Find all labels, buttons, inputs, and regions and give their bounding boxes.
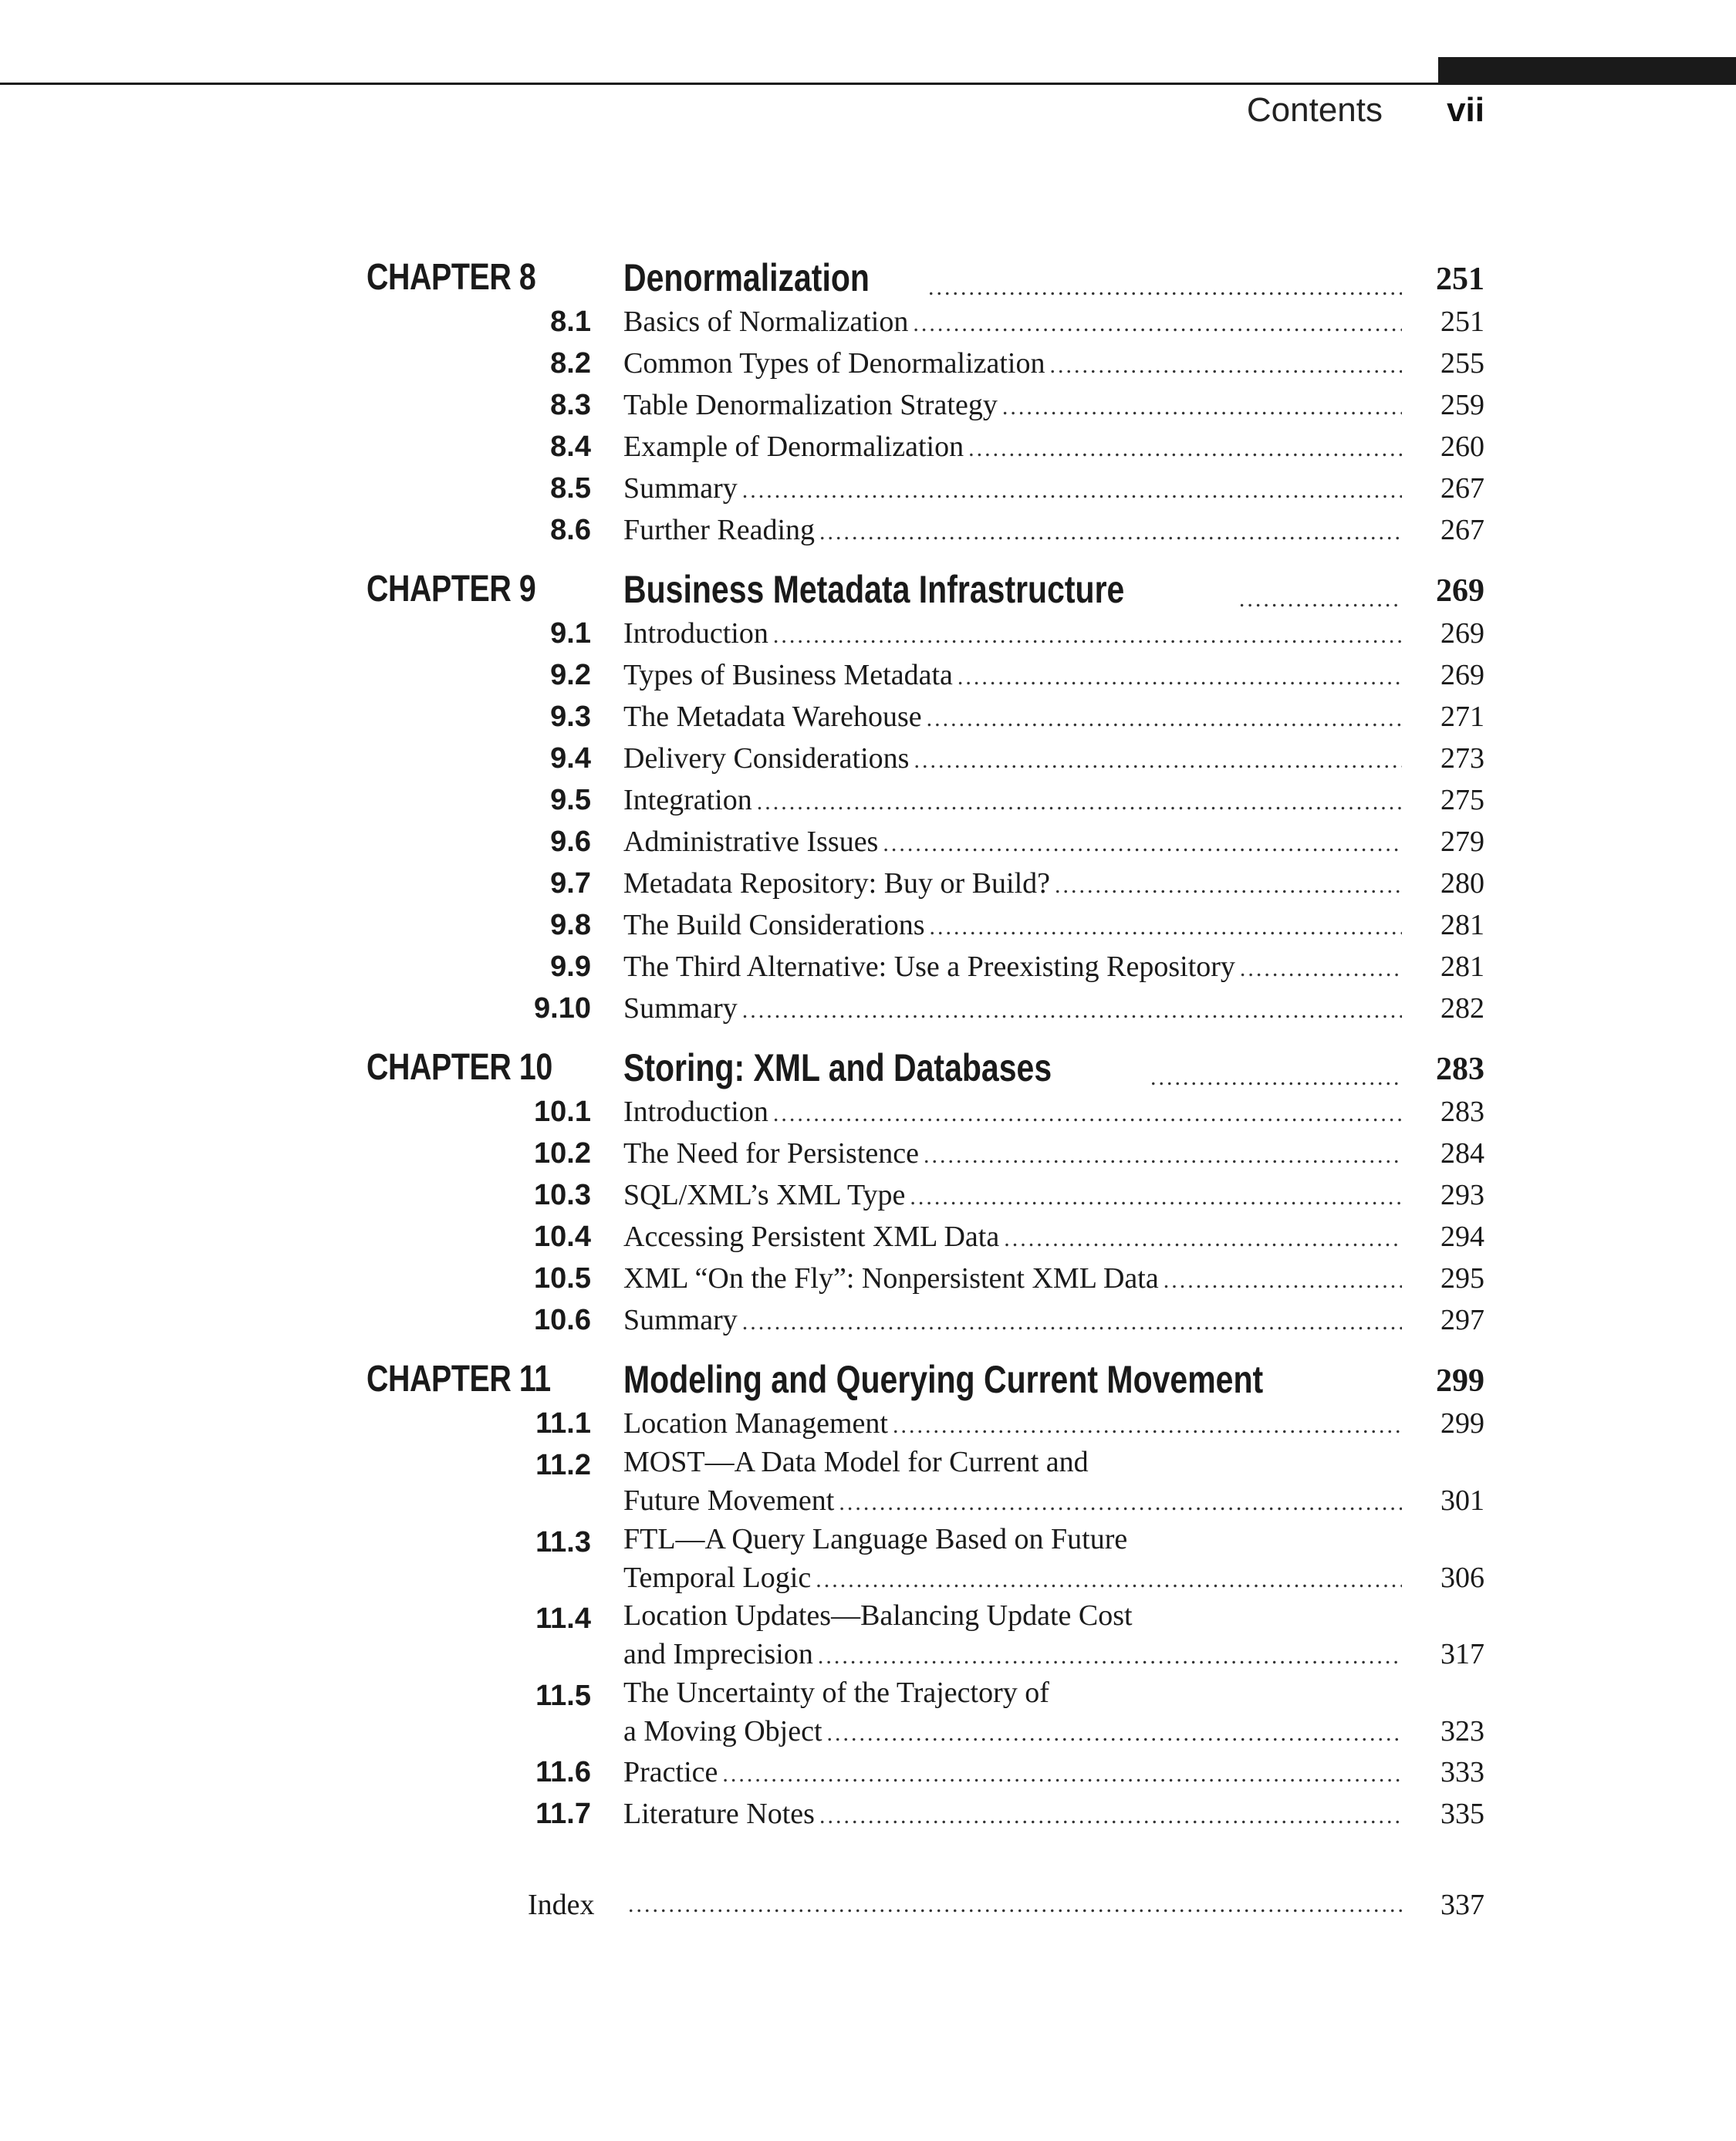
- dot-leader: [914, 740, 1402, 782]
- section-title: Temporal Logic: [623, 1561, 812, 1594]
- dot-leader: [819, 512, 1402, 553]
- dot-leader: [1150, 1065, 1402, 1091]
- section-title-line: [623, 343, 1407, 384]
- section-page-number: 271: [1440, 701, 1484, 733]
- chapter-title: Modeling and Querying Current Movement: [623, 1358, 1264, 1401]
- section-title: The Metadata Warehouse: [623, 701, 922, 733]
- section-title-line: [623, 468, 1407, 509]
- section-number: 10.4: [534, 1221, 591, 1253]
- toc-entry[interactable]: [0, 863, 1736, 904]
- toc-entry[interactable]: [0, 301, 1736, 343]
- section-title-line: [623, 904, 1407, 946]
- section-title: Table Denormalization Strategy: [623, 389, 998, 421]
- dot-leader: [818, 1636, 1402, 1677]
- section-title-line: [623, 1216, 1407, 1258]
- page-folio: vii: [1447, 91, 1484, 129]
- table-of-contents: [0, 255, 1736, 1926]
- dot-leader: [927, 698, 1402, 740]
- section-title: Literature Notes: [623, 1798, 815, 1830]
- toc-entry[interactable]: [0, 613, 1736, 654]
- chapter-heading-row[interactable]: [0, 566, 1736, 613]
- section-number: 11.6: [535, 1756, 591, 1788]
- section-number: 9.3: [550, 701, 591, 733]
- section-page-number: 294: [1440, 1221, 1484, 1253]
- section-number: 10.5: [534, 1262, 591, 1295]
- toc-entry[interactable]: [0, 696, 1736, 738]
- section-title: Types of Business Metadata: [623, 659, 953, 691]
- section-page-number: 281: [1440, 951, 1484, 983]
- dot-leader: [958, 657, 1402, 698]
- toc-entry[interactable]: [0, 343, 1736, 384]
- section-title: The Build Considerations: [623, 909, 925, 941]
- dot-leader: [883, 823, 1402, 865]
- section-page-number: 279: [1440, 826, 1484, 858]
- toc-entry[interactable]: [0, 1174, 1736, 1216]
- dot-leader: [1240, 948, 1402, 990]
- dot-leader: [827, 1713, 1402, 1754]
- chapter-title: Storing: XML and Databases: [623, 1046, 1052, 1089]
- section-page-number: 295: [1440, 1262, 1484, 1295]
- section-title-line: [623, 696, 1407, 738]
- section-number: 8.1: [550, 306, 591, 338]
- chapter-spacer: [0, 1341, 1736, 1356]
- section-title: Introduction: [623, 1096, 768, 1128]
- section-page-number: 284: [1440, 1137, 1484, 1170]
- section-number: 11.4: [535, 1602, 591, 1635]
- section-title-line: [623, 1403, 1407, 1444]
- section-page-number: 281: [1440, 909, 1484, 941]
- section-number: 8.3: [550, 389, 591, 421]
- section-page-number: 269: [1440, 617, 1484, 650]
- section-number: 9.1: [550, 617, 591, 650]
- section-page-number: 335: [1440, 1798, 1484, 1830]
- section-page-number: 306: [1440, 1561, 1484, 1594]
- dot-leader: [1050, 345, 1403, 387]
- toc-entry[interactable]: [0, 821, 1736, 863]
- toc-entry[interactable]: [0, 468, 1736, 509]
- section-title-first-line: FTL—A Query Language Based on Future: [623, 1522, 1128, 1555]
- section-title-line: [623, 613, 1407, 654]
- dot-leader: [742, 470, 1402, 512]
- dot-leader: [1002, 387, 1402, 428]
- section-title: Example of Denormalization: [623, 431, 964, 463]
- section-page-number: 255: [1440, 347, 1484, 380]
- chapter-page-number: 269: [1436, 573, 1484, 609]
- section-title: and Imprecision: [623, 1638, 813, 1670]
- dot-leader: [968, 428, 1402, 470]
- index-label: Index: [528, 1889, 595, 1921]
- chapter-page-number: 251: [1436, 262, 1484, 297]
- section-title: Summary: [623, 992, 738, 1025]
- chapter-label: CHAPTER 8: [366, 257, 536, 298]
- chapter-title-line: [623, 255, 1407, 301]
- section-number: 9.10: [534, 992, 591, 1025]
- chapter-label: CHAPTER 10: [366, 1047, 552, 1088]
- section-title-line: [623, 863, 1407, 904]
- chapter-title-line: [623, 566, 1407, 613]
- section-title-line: [623, 1091, 1407, 1133]
- section-page-number: 297: [1440, 1304, 1484, 1336]
- section-page-number: 275: [1440, 784, 1484, 816]
- section-title-line: [623, 1633, 1407, 1675]
- section-number: 11.5: [535, 1679, 591, 1712]
- section-title-line: [623, 654, 1407, 696]
- section-title-line: [623, 946, 1407, 988]
- toc-entry[interactable]: [0, 779, 1736, 821]
- toc-entry[interactable]: [0, 1793, 1736, 1835]
- chapter-spacer: [0, 1835, 1736, 1850]
- dot-leader: [910, 1177, 1402, 1218]
- section-title: Introduction: [623, 617, 768, 650]
- section-title-line: [623, 426, 1407, 468]
- toc-entry[interactable]: [0, 654, 1736, 696]
- chapter-heading-row[interactable]: [0, 1045, 1736, 1091]
- section-number: 8.5: [550, 472, 591, 505]
- section-title: Basics of Normalization: [623, 306, 909, 338]
- section-title-line: [623, 1751, 1407, 1793]
- section-title-line: [623, 1133, 1407, 1174]
- section-page-number: 267: [1440, 514, 1484, 546]
- section-page-number: 269: [1440, 659, 1484, 691]
- toc-entry[interactable]: [0, 946, 1736, 988]
- section-page-number: 259: [1440, 389, 1484, 421]
- section-title-line: [623, 1793, 1407, 1835]
- section-page-number: 273: [1440, 742, 1484, 775]
- chapter-heading-row[interactable]: [0, 255, 1736, 301]
- section-number: 11.3: [535, 1525, 591, 1558]
- section-title-line: [623, 1480, 1407, 1521]
- toc-entry[interactable]: [0, 1403, 1736, 1444]
- dot-leader: [928, 275, 1402, 301]
- section-title-line: [623, 821, 1407, 863]
- toc-entry[interactable]: [0, 1133, 1736, 1174]
- toc-entry[interactable]: [0, 738, 1736, 779]
- section-title: Administrative Issues: [623, 826, 879, 858]
- section-title: Metadata Repository: Buy or Build?: [623, 867, 1051, 900]
- dot-leader: [924, 1135, 1402, 1177]
- section-number: 9.5: [550, 784, 591, 816]
- toc-entry[interactable]: [0, 426, 1736, 468]
- toc-entry[interactable]: [0, 1521, 1736, 1599]
- dot-leader: [1004, 1218, 1402, 1260]
- section-number: 8.6: [550, 514, 591, 546]
- toc-entry[interactable]: [0, 1751, 1736, 1793]
- toc-entry[interactable]: [0, 1258, 1736, 1299]
- chapter-spacer: [0, 1029, 1736, 1045]
- section-number: 10.6: [534, 1304, 591, 1336]
- section-title-line: [623, 738, 1407, 779]
- dot-leader: [628, 1884, 1402, 1926]
- section-title-first-line: Location Updates—Balancing Update Cost: [623, 1599, 1133, 1632]
- section-title-line: [623, 1557, 1407, 1599]
- chapter-title-line: [623, 1356, 1407, 1403]
- index-entry[interactable]: [0, 1884, 1736, 1926]
- dot-leader: [1164, 1260, 1402, 1302]
- section-number: 9.9: [550, 951, 591, 983]
- dot-leader: [913, 303, 1402, 345]
- section-title-first-line: MOST—A Data Model for Current and: [623, 1446, 1089, 1478]
- section-title: Further Reading: [623, 514, 816, 546]
- section-title: Summary: [623, 472, 738, 505]
- index-page-number: 337: [1440, 1889, 1484, 1921]
- section-page-number: 293: [1440, 1179, 1484, 1211]
- toc-entry[interactable]: [0, 988, 1736, 1029]
- section-page-number: 317: [1440, 1638, 1484, 1670]
- chapter-heading-row[interactable]: [0, 1356, 1736, 1403]
- chapter-label: CHAPTER 9: [366, 569, 536, 610]
- section-title: Location Management: [623, 1407, 888, 1440]
- section-title: Integration: [623, 784, 752, 816]
- running-title: Contents: [1246, 91, 1383, 129]
- toc-chapter: [0, 255, 1736, 551]
- chapter-label: CHAPTER 11: [366, 1359, 551, 1400]
- dot-leader: [1239, 586, 1402, 613]
- toc-entry[interactable]: [0, 904, 1736, 946]
- section-title: Practice: [623, 1756, 718, 1788]
- toc-entry[interactable]: [0, 384, 1736, 426]
- section-title-line: [623, 1299, 1407, 1341]
- toc-chapter: [0, 1045, 1736, 1341]
- chapter-spacer: [0, 551, 1736, 566]
- section-number: 9.6: [550, 826, 591, 858]
- section-title-line: [623, 509, 1407, 551]
- section-page-number: 280: [1440, 867, 1484, 900]
- chapter-page-number: 283: [1436, 1052, 1484, 1087]
- dot-leader: [1055, 865, 1402, 907]
- toc-entry[interactable]: [0, 1091, 1736, 1133]
- section-number: 11.7: [535, 1798, 591, 1830]
- section-title-line: [623, 988, 1407, 1029]
- dot-leader: [930, 907, 1402, 948]
- section-title: Common Types of Denormalization: [623, 347, 1045, 380]
- toc-chapter: [0, 1356, 1736, 1835]
- section-title-line: [623, 1174, 1407, 1216]
- section-number: 11.1: [535, 1407, 591, 1440]
- section-title: Delivery Considerations: [623, 742, 910, 775]
- section-number: 10.3: [534, 1179, 591, 1211]
- toc-entry[interactable]: [0, 509, 1736, 551]
- section-title: SQL/XML’s XML Type: [623, 1179, 906, 1211]
- chapter-title: Business Metadata Infrastructure: [623, 568, 1125, 611]
- section-number: 11.2: [535, 1449, 591, 1481]
- section-number: 9.8: [550, 909, 591, 941]
- dot-leader: [893, 1405, 1402, 1447]
- section-number: 10.2: [534, 1137, 591, 1170]
- section-page-number: 299: [1440, 1407, 1484, 1440]
- section-title: XML “On the Fly”: Nonpersistent XML Data: [623, 1262, 1159, 1295]
- dot-leader: [816, 1559, 1402, 1601]
- section-number: 8.4: [550, 431, 591, 463]
- section-title: Accessing Persistent XML Data: [623, 1221, 1000, 1253]
- chapter-title: Denormalization: [623, 256, 870, 299]
- dot-leader: [757, 782, 1402, 823]
- toc-entry[interactable]: [0, 1598, 1736, 1675]
- section-title-line: [623, 779, 1407, 821]
- section-title-line: [623, 1710, 1407, 1752]
- section-title-line: [623, 384, 1407, 426]
- section-title-first-line: The Uncertainty of the Trajectory of: [623, 1676, 1049, 1709]
- dot-leader: [819, 1795, 1402, 1837]
- section-title-line: [623, 1258, 1407, 1299]
- section-page-number: 333: [1440, 1756, 1484, 1788]
- section-page-number: 283: [1440, 1096, 1484, 1128]
- dot-leader: [722, 1754, 1402, 1795]
- toc-entry[interactable]: [0, 1444, 1736, 1521]
- section-page-number: 267: [1440, 472, 1484, 505]
- dot-leader: [839, 1482, 1402, 1524]
- section-number: 10.1: [534, 1096, 591, 1128]
- section-number: 8.2: [550, 347, 591, 380]
- chapter-title-line: [623, 1045, 1407, 1091]
- section-title: a Moving Object: [623, 1714, 822, 1748]
- chapter-page-number: 299: [1436, 1363, 1484, 1399]
- dot-leader: [742, 990, 1402, 1032]
- dot-leader: [742, 1302, 1402, 1343]
- header-tab-bar: [1438, 57, 1736, 85]
- dot-leader: [773, 1093, 1402, 1135]
- section-title: The Third Alternative: Use a Preexisting Repository: [623, 951, 1235, 983]
- section-page-number: 301: [1440, 1484, 1484, 1517]
- section-page-number: 323: [1440, 1714, 1484, 1748]
- section-title: Summary: [623, 1304, 738, 1336]
- section-number: 9.4: [550, 742, 591, 775]
- toc-entry[interactable]: [0, 1216, 1736, 1258]
- section-title: Future Movement: [623, 1484, 835, 1517]
- index-line: [623, 1884, 1407, 1926]
- toc-entry[interactable]: [0, 1675, 1736, 1752]
- section-page-number: 282: [1440, 992, 1484, 1025]
- section-page-number: 251: [1440, 306, 1484, 338]
- section-title: The Need for Persistence: [623, 1137, 920, 1170]
- section-number: 9.2: [550, 659, 591, 691]
- toc-chapter: [0, 566, 1736, 1029]
- dot-leader: [773, 615, 1402, 657]
- toc-entry[interactable]: [0, 1299, 1736, 1341]
- section-page-number: 260: [1440, 431, 1484, 463]
- section-number: 9.7: [550, 867, 591, 900]
- section-title-line: [623, 301, 1407, 343]
